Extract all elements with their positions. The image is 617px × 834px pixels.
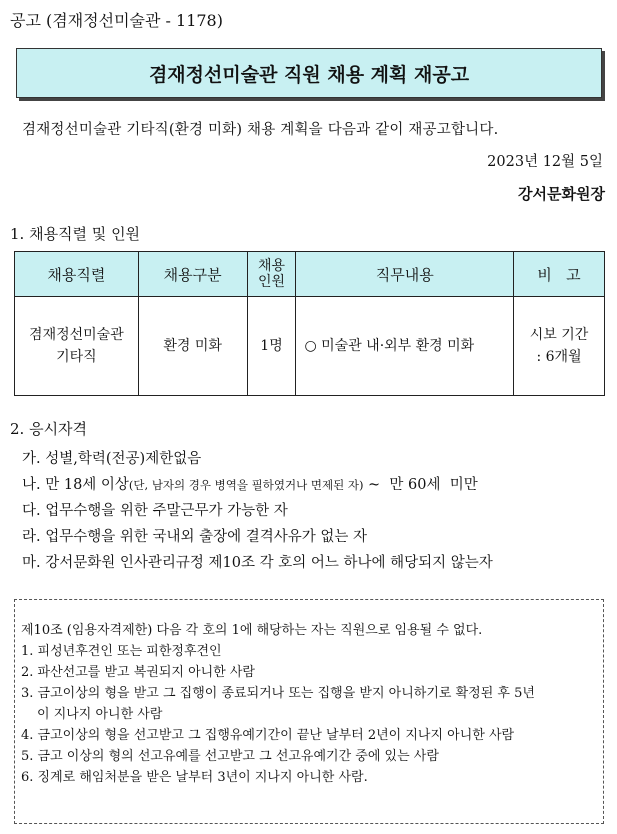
cell-category: 환경 미화	[138, 297, 247, 396]
cell-note	[514, 297, 605, 396]
notice-date: 2023년 12월 5일	[487, 154, 603, 170]
regulation-item: 5. 금고 이상의 형의 선고유예를 선고받고 그 선고유예기간 중에 있는 사람	[21, 749, 439, 764]
header-count-line2: 인원	[257, 274, 286, 290]
table-row	[15, 297, 605, 396]
header-note: 비 고	[514, 252, 605, 297]
regulation-item: 4. 금고이상의 형을 선고받고 그 집행유예기간이 끝난 날부터 2년이 지나지 아니한 사람	[21, 728, 515, 743]
qualification-item: 마. 강서문화원 인사관리규정 제10조 각 호의 어느 하나에 해당되지 않는자	[22, 555, 493, 571]
header-count-line1: 채용	[257, 258, 286, 274]
issuer-name: 강서문화원장	[518, 185, 605, 203]
section1-title: 1. 채용직렬 및 인원	[10, 225, 141, 243]
qualification-age-note: (단, 남자의 경우 병역을 필하였거나 면제된 자)	[128, 478, 364, 492]
qualification-list	[22, 446, 493, 576]
regulation-item-continued: 이 지나지 아니한 사람	[37, 707, 163, 722]
regulation-item: 3. 금고이상의 형을 받고 그 집행이 종료되거나 또는 집행을 받지 아니하기로 확정된 후 5년	[21, 686, 535, 701]
cell-note-line2: : 6개월	[536, 349, 582, 365]
table-header-row	[15, 252, 605, 297]
regulation-box	[14, 599, 604, 824]
section2-title: 2. 응시자격	[10, 420, 88, 438]
header-count	[247, 252, 296, 297]
regulation-item: 2. 파산선고를 받고 복권되지 아니한 사람	[21, 665, 255, 680]
qualification-item: 가. 성별,학력(전공)제한없음	[22, 451, 202, 467]
qualification-age-main: 나. 만 18세 이상	[22, 477, 129, 493]
recruitment-table	[14, 251, 605, 396]
qualification-item	[22, 472, 493, 498]
qualification-age-limit: ~ 만 60세 미만	[363, 477, 478, 493]
qualification-item: 라. 업무수행을 위한 국내외 출장에 결격사유가 없는 자	[22, 529, 368, 545]
header-duties: 직무내용	[296, 252, 514, 297]
header-series: 채용직렬	[15, 252, 139, 297]
title-banner	[16, 48, 602, 98]
intro-text: 겸재정선미술관 기타직(환경 미화) 채용 계획을 다음과 같이 재공고합니다.	[22, 122, 499, 138]
page-title: 겸재정선미술관 직원 채용 계획 재공고	[148, 63, 470, 86]
cell-note-line1: 시보 기간	[529, 327, 589, 343]
cell-count: 1명	[247, 297, 296, 396]
cell-series-line1: 겸재정선미술관	[29, 327, 124, 343]
qualification-item: 다. 업무수행을 위한 주말근무가 가능한 자	[22, 503, 288, 519]
regulation-item: 6. 징계로 해임처분을 받은 날부터 3년이 지나지 아니한 사람.	[21, 770, 368, 785]
header-category: 채용구분	[138, 252, 247, 297]
cell-duties: ○ 미술관 내·외부 환경 미화	[296, 297, 514, 396]
cell-series	[15, 297, 139, 396]
notice-number: 공고 (겸재정선미술관 - 1178)	[10, 11, 223, 30]
cell-series-line2: 기타직	[56, 349, 97, 365]
regulation-intro: 제10조 (임용자격제한) 다음 각 호의 1에 해당하는 자는 직원으로 임용될 수 없다.	[21, 623, 483, 638]
regulation-item: 1. 피성년후견인 또는 피한정후견인	[21, 644, 222, 659]
